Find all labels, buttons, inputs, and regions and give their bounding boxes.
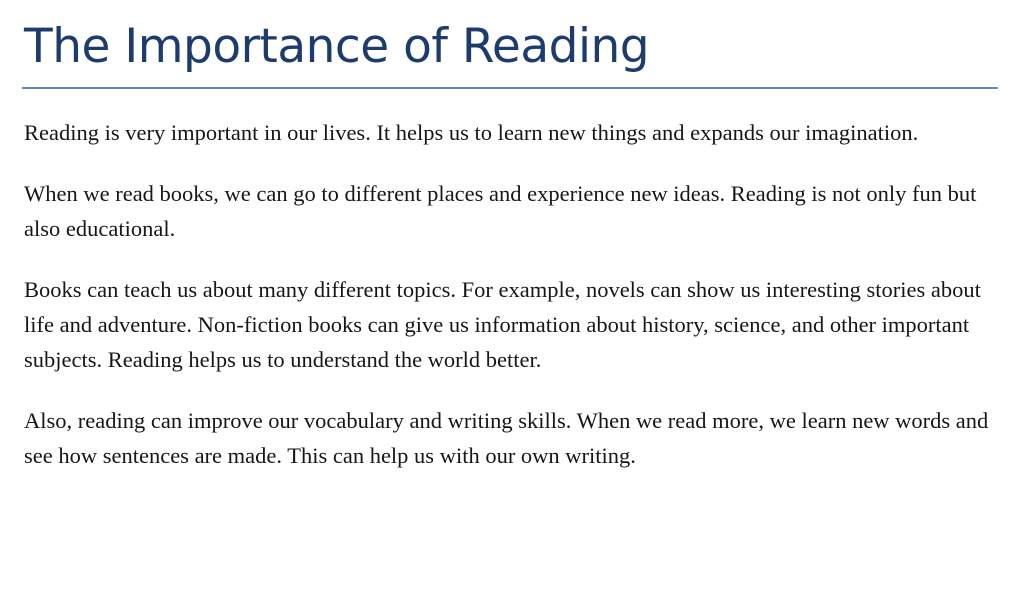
paragraph: Reading is very important in our lives. It helps us to learn new things and expands our imagination. xyxy=(24,119,919,145)
paragraph: Books can teach us about many different topics. For example, novels can show us interesting stories about life and adventure. Non-fiction books can give us information about history, science, and other important subjects. Reading helps us to understand the world better. xyxy=(24,277,981,373)
paragraph: Also, reading can improve our vocabulary and writing skills. When we read more, we learn new words and see how sentences are made. This can help us with our own writing. xyxy=(24,408,989,469)
page-title: The Importance of Reading xyxy=(24,19,650,74)
paragraph: When we read books, we can go to different places and experience new ideas. Reading is not only fun but also educational. xyxy=(24,180,977,241)
title-divider xyxy=(22,87,998,89)
document-body xyxy=(22,115,998,474)
